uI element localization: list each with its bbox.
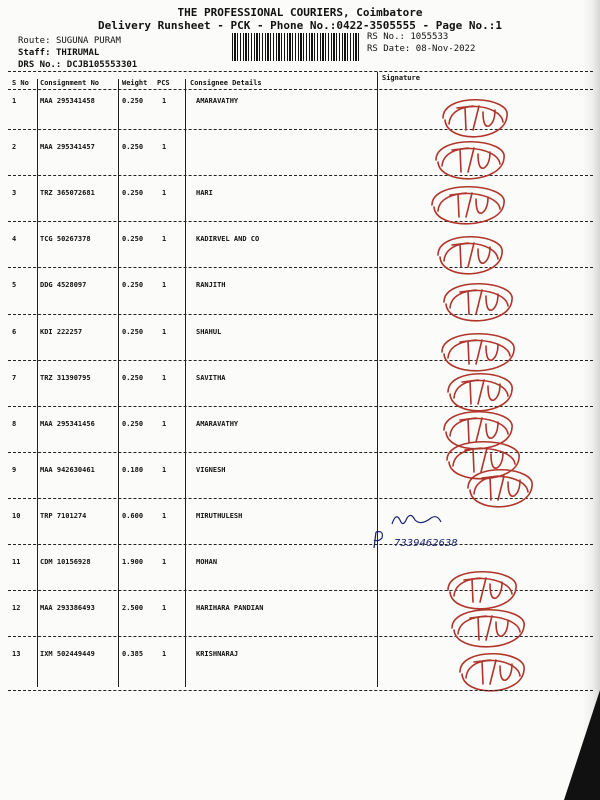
- col-header-weight: Weight: [122, 79, 148, 87]
- cell-sno: 8: [12, 419, 17, 428]
- cell-consignee: HARIHARA PANDIAN: [196, 604, 264, 613]
- route-label: Route:: [18, 36, 51, 46]
- scan-corner-shadow: [564, 690, 600, 800]
- col-header-consignee: Consignee Details: [190, 79, 262, 87]
- cell-consignee: KADIRVEL AND CO: [196, 235, 260, 244]
- cell-consignee: SAVITHA: [196, 373, 226, 382]
- cell-consignment: DDG 4528097: [40, 281, 87, 290]
- cell-sno: 3: [12, 189, 17, 198]
- drs-value: DCJB105553301: [66, 60, 138, 70]
- cell-consignment: IXM 502449449: [40, 650, 95, 659]
- drs-label: DRS No.:: [18, 60, 62, 70]
- cell-consignment: MAA 293386493: [40, 604, 95, 613]
- col-header-signature: Signature: [382, 74, 420, 82]
- cell-sno: 4: [12, 235, 17, 244]
- table-bottom-rule: [8, 690, 593, 691]
- cell-sno: 7: [12, 373, 17, 382]
- cell-weight: 0.180: [122, 465, 144, 474]
- signature-mark: [444, 284, 512, 321]
- cell-weight: 0.250: [122, 419, 144, 428]
- cell-weight: 2.500: [122, 604, 144, 613]
- cell-sno: 12: [12, 604, 21, 613]
- cell-pcs: 1: [162, 604, 167, 613]
- cell-sno: 9: [12, 465, 17, 474]
- signature-mark: [432, 187, 504, 224]
- cell-consignment: MAA 295341458: [40, 97, 95, 105]
- cell-weight: 0.250: [122, 281, 144, 290]
- cell-consignment: MAA 295341457: [40, 143, 95, 152]
- runsheet-title: Delivery Runsheet - PCK - Phone No.:0422-3505555 - Page No.:1: [98, 19, 502, 32]
- cell-consignment: KDI 222257: [40, 327, 83, 336]
- rs-no-value: 1055533: [410, 32, 449, 42]
- cell-weight: 0.250: [122, 373, 144, 382]
- cell-pcs: 1: [162, 511, 167, 520]
- cell-pcs: 1: [162, 373, 167, 382]
- cell-sno: 5: [12, 281, 17, 290]
- col-header-pcs: PCS: [157, 79, 170, 87]
- cell-consignment: TRP 7101274: [40, 511, 87, 520]
- route-value: SUGUNA PURAM: [55, 36, 121, 46]
- cell-consignee: HARI: [196, 189, 213, 198]
- rs-date-value: 08-Nov-2022: [415, 44, 476, 54]
- signature-mark: [448, 572, 516, 609]
- signature-mark: [443, 100, 507, 137]
- cell-consignee: AMARAVATHY: [196, 419, 239, 428]
- cell-weight: 0.250: [122, 143, 144, 152]
- cell-pcs: 1: [162, 650, 167, 659]
- cell-sno: 2: [12, 143, 17, 152]
- cell-pcs: 1: [162, 235, 167, 244]
- cell-consignee: VIGNESH: [196, 465, 226, 474]
- signature-mark: [448, 374, 512, 411]
- cell-consignment: MAA 295341456: [40, 419, 95, 428]
- cell-sno: 13: [12, 650, 21, 659]
- cell-weight: 0.600: [122, 511, 144, 520]
- cell-consignment: MAA 942630461: [40, 465, 95, 474]
- handwritten-phone: 7339462638: [394, 538, 458, 549]
- cell-pcs: 1: [162, 97, 167, 105]
- signature-mark: [442, 334, 514, 371]
- cell-consignment: TRZ 365072681: [40, 189, 95, 198]
- cell-pcs: 1: [162, 558, 167, 566]
- staff-value: THIRUMAL: [55, 48, 100, 58]
- cell-consignee: MOHAN: [196, 558, 218, 566]
- cell-pcs: 1: [162, 419, 167, 428]
- signature-mark: [452, 610, 524, 647]
- cell-pcs: 1: [162, 189, 167, 198]
- cell-consignment: CDM 10156928: [40, 558, 91, 566]
- cell-sno: 10: [12, 511, 21, 520]
- signature-mark: [438, 237, 502, 274]
- cell-consignment: TRZ 31390795: [40, 373, 91, 382]
- cell-consignee: MIRUTHULESH: [196, 511, 243, 520]
- cell-pcs: 1: [162, 327, 167, 336]
- cell-consignee: SHAHUL: [196, 327, 222, 336]
- cell-sno: 1: [12, 97, 17, 105]
- cell-consignee: RANJITH: [196, 281, 226, 290]
- cell-weight: 1.900: [122, 558, 144, 566]
- signature-mark: [436, 142, 504, 179]
- cell-weight: 0.385: [122, 650, 144, 659]
- cell-pcs: 1: [162, 281, 167, 290]
- scan-edge-shadow: [582, 0, 600, 800]
- col-header-sno: S No: [12, 79, 29, 87]
- cell-weight: 0.250: [122, 327, 144, 336]
- cell-weight: 0.250: [122, 235, 144, 244]
- signature-mark: [447, 442, 519, 479]
- cell-pcs: 1: [162, 143, 167, 152]
- company-title: THE PROFESSIONAL COURIERS, Coimbatore: [177, 6, 423, 19]
- cell-sno: 6: [12, 327, 17, 336]
- rs-date-label: RS Date:: [367, 44, 411, 54]
- cell-consignment: TCG 50267378: [40, 235, 91, 244]
- cell-sno: 11: [12, 558, 21, 566]
- staff-label: Staff:: [18, 48, 51, 58]
- cell-consignee: AMARAVATHY: [196, 97, 239, 105]
- cell-consignee: KRISHNARAJ: [196, 650, 239, 659]
- cell-weight: 0.250: [122, 189, 144, 198]
- cell-weight: 0.250: [122, 97, 144, 105]
- rs-no-label: RS No.:: [367, 32, 405, 42]
- signature-mark: [460, 654, 524, 691]
- cell-pcs: 1: [162, 465, 167, 474]
- col-header-consignment: Consignment No: [40, 79, 100, 87]
